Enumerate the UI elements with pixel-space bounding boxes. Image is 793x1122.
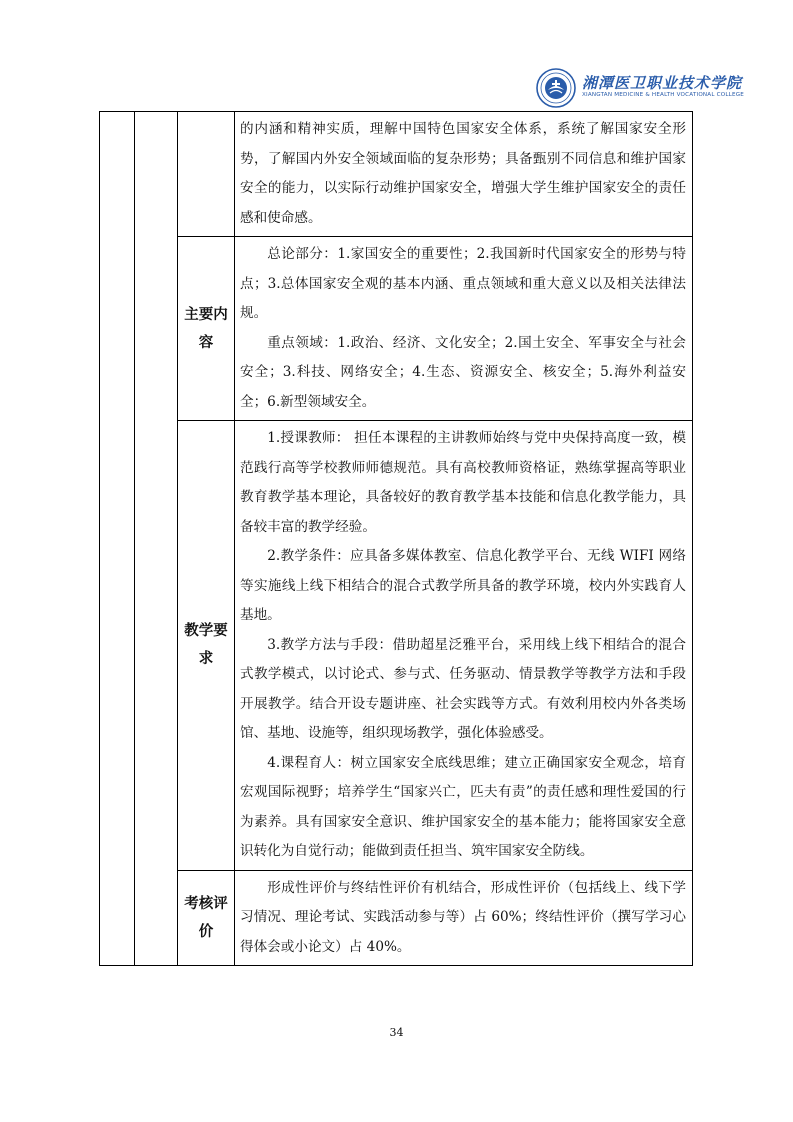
college-logo	[536, 68, 744, 108]
table-row	[100, 237, 693, 421]
paragraph: 2.教学条件：应具备多媒体教室、信息化教学平台、无线 WIFI 网络等实施线上线下相结合的混合式教学所具备的教学环境，校内外实践育人基地。	[240, 548, 686, 623]
row-heading-assessment: 考核评价	[178, 870, 235, 966]
logo-chinese-name: 湘潭医卫职业技术学院	[582, 74, 743, 92]
paragraph: 的内涵和精神实质，理解中国特色国家安全体系，系统了解国家安全形势，了解国内外安全领域面临的复杂形势；具备甄别不同信息和维护国家安全的能力，以实际行动维护国家安全，增强大学生维护国家安全的责任感和使命感。	[240, 121, 686, 226]
row-content	[235, 112, 693, 237]
row-content	[235, 421, 693, 871]
table-row	[100, 112, 693, 237]
row-heading-main-content: 主要内容	[178, 237, 235, 421]
row-content	[235, 237, 693, 421]
row-heading-teaching-requirements: 教学要求	[178, 421, 235, 871]
paragraph: 4.课程育人：树立国家安全底线思维；建立正确国家安全观念，培育宏观国际视野；培养学生“国家兴亡，匹夫有责”的责任感和理性爱国的行为素养。具有国家安全意识、维护国家安全的基本能力；能将国家安全意识转化为自觉行动；能做到责任担当、筑牢国家安全防线。	[240, 754, 686, 859]
paragraph: 1.授课教师： 担任本课程的主讲教师始终与党中央保持高度一致，模范践行高等学校教师师德规范。具有高校教师资格证，熟练掌握高等职业教育教学基本理论，具备较好的教育教学基本技能和信息化教学能力，具备较丰富的教学经验。	[240, 430, 686, 535]
paragraph: 重点领域：1.政治、经济、文化安全；2.国土安全、军事安全与社会安全；3.科技、网络安全；4.生态、资源安全、核安全；5.海外利益安全；6.新型领域安全。	[240, 334, 686, 410]
row-heading	[178, 112, 235, 237]
course-table	[99, 111, 693, 966]
row-content	[235, 870, 693, 966]
page-number: 34	[389, 1026, 404, 1039]
table-row	[100, 870, 693, 966]
paragraph: 3.教学方法与手段：借助超星泛雅平台，采用线上线下相结合的混合式教学模式，以讨论式、参与式、任务驱动、情景教学等教学方法和手段开展教学。结合开设专题讲座、社会实践等方式。有效利用校内外各类场馆、基地、设施等，组织现场教学，强化体验感受。	[240, 636, 686, 741]
empty-cell	[100, 112, 135, 966]
paragraph: 总论部分：1.家国安全的重要性；2.我国新时代国家安全的形势与特点；3.总体国家安全观的基本内涵、重点领域和重大意义以及相关法律法规。	[240, 246, 686, 321]
logo-english-name: XIANGTAN MEDICINE & HEALTH VOCATIONAL COLLEGE	[582, 92, 744, 98]
paragraph: 形成性评价与终结性评价有机结合，形成性评价（包括线上、线下学习情况、理论考试、实践活动参与等）占 60%；终结性评价（撰写学习心得体会或小论文）占 40%。	[240, 879, 686, 955]
college-seal-icon	[536, 68, 576, 108]
empty-cell	[135, 112, 178, 966]
table-row	[100, 421, 693, 871]
